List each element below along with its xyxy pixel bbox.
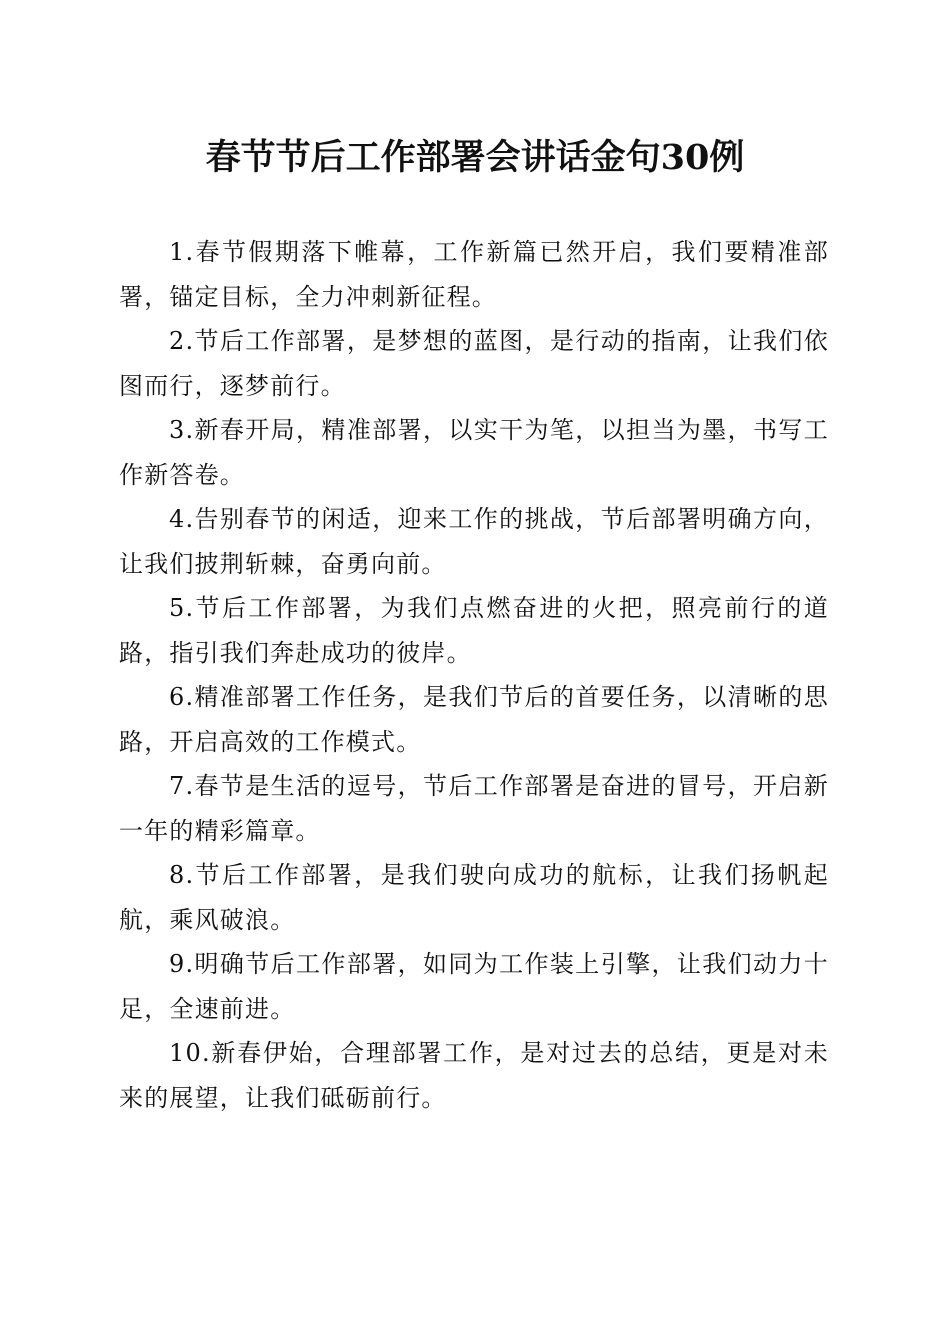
paragraph-7: 7.春节是生活的逗号，节后工作部署是奋进的冒号，开启新一年的精彩篇章。 bbox=[119, 772, 829, 845]
paragraph-8: 8.节后工作部署，是我们驶向成功的航标，让我们扬帆起航，乘风破浪。 bbox=[119, 861, 829, 934]
paragraph-2: 2.节后工作部署，是梦想的蓝图，是行动的指南，让我们依图而行，逐梦前行。 bbox=[119, 327, 829, 400]
document-body bbox=[119, 230, 829, 1120]
paragraph-1: 1.春节假期落下帷幕，工作新篇已然开启，我们要精准部署，锚定目标，全力冲刺新征程。 bbox=[119, 238, 829, 311]
paragraph-6: 6.精准部署工作任务，是我们节后的首要任务，以清晰的思路，开启高效的工作模式。 bbox=[119, 683, 829, 756]
paragraph-3: 3.新春开局，精准部署，以实干为笔，以担当为墨，书写工作新答卷。 bbox=[119, 416, 829, 489]
paragraph-4: 4.告别春节的闲适，迎来工作的挑战，节后部署明确方向，让我们披荆斩棘，奋勇向前。 bbox=[119, 505, 829, 578]
page-title: 春节节后工作部署会讲话金句30例 bbox=[205, 137, 745, 178]
paragraph-5: 5.节后工作部署，为我们点燃奋进的火把，照亮前行的道路，指引我们奔赴成功的彼岸。 bbox=[119, 594, 829, 667]
paragraph-9: 9.明确节后工作部署，如同为工作装上引擎，让我们动力十足，全速前进。 bbox=[119, 950, 829, 1023]
paragraph-10: 10.新春伊始，合理部署工作，是对过去的总结，更是对未来的展望，让我们砥砺前行。 bbox=[119, 1039, 829, 1112]
